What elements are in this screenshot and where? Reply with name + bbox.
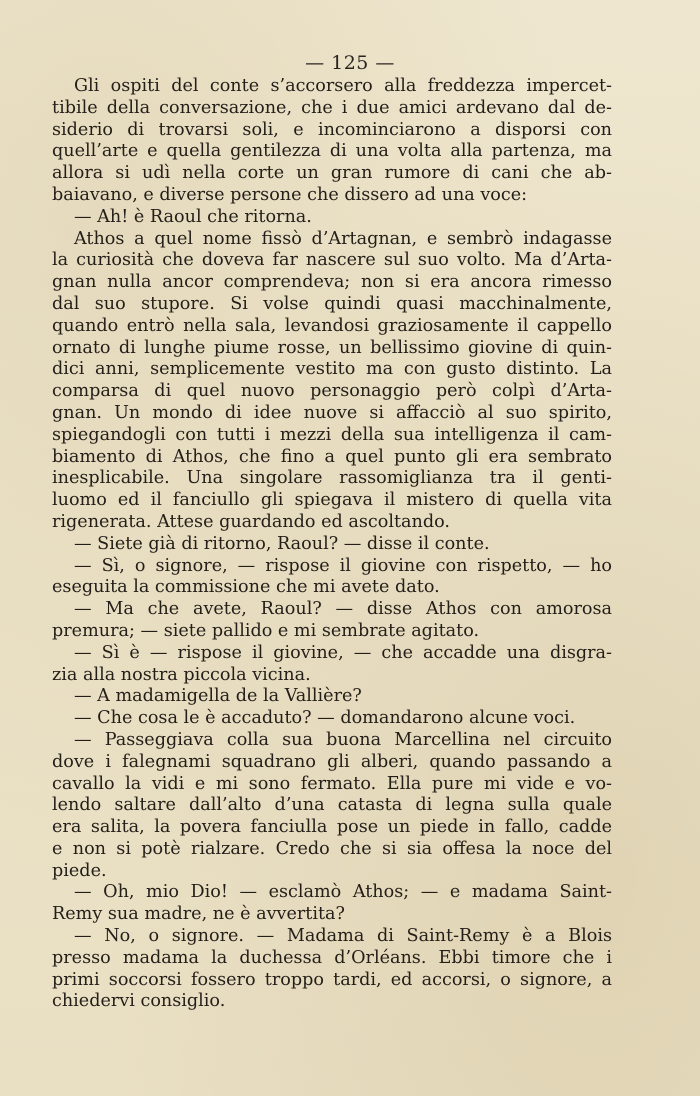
text-line: gnan nulla ancor comprendeva; non si era ancora rimesso [52, 272, 612, 293]
text-line: — Sì, o signore, — rispose il giovine con rispetto, — ho [74, 555, 612, 576]
text-line: e non si potè rialzare. Credo che si sia offesa la noce del [52, 838, 612, 859]
text-line: Remy sua madre, ne è avvertita? [52, 904, 345, 925]
text-line: Athos a quel nome fissò d’Artagnan, e sembrò indagasse [74, 228, 612, 249]
text-line: lendo saltare dall’alto d’una catasta di legna sulla quale [52, 795, 612, 816]
text-line: cavallo la vidi e mi sono fermato. Ella pure mi vide e vo- [52, 773, 612, 794]
text-line: quando entrò nella sala, levandosi graziosamente il cappello [52, 315, 612, 336]
text-line: dal suo stupore. Si volse quindi quasi macchinalmente, [52, 293, 612, 314]
text-line: biamento di Athos, che fino a quel punto gli era sembrato [52, 446, 612, 467]
text-line: — Oh, mio Dio! — esclamò Athos; — e madama Saint- [74, 882, 612, 903]
text-line: — No, o signore. — Madama di Saint-Remy è a Blois [74, 926, 612, 947]
text-line: dove i falegnami squadrano gli alberi, quando passando a [52, 751, 612, 772]
text-line: — Sì è — rispose il giovine, — che accadde una disgra- [74, 642, 612, 663]
text-line: — Che cosa le è accaduto? — domandarono alcune voci. [74, 708, 576, 729]
text-line: — Ma che avete, Raoul? — disse Athos con amorosa [74, 599, 612, 620]
body-text [52, 76, 612, 1013]
text-line: comparsa di quel nuovo personaggio però colpì d’Arta- [52, 381, 612, 402]
page-number: — 125 — [305, 52, 395, 74]
text-line: — Siete già di ritorno, Raoul? — disse il conte. [74, 533, 490, 554]
text-line: — A madamigella de la Vallière? [74, 686, 362, 707]
text-line: eseguita la commissione che mi avete dato. [52, 577, 440, 598]
text-line: spiegandogli con tutti i mezzi della sua intelligenza il cam- [52, 424, 612, 445]
text-line: presso madama la duchessa d’Orléans. Ebbi timore che i [52, 947, 612, 968]
text-line: la curiosità che doveva far nascere sul suo volto. Ma d’Arta- [52, 250, 612, 271]
text-line: ornato di lunghe piume rosse, un bellissimo giovine di quin- [52, 337, 612, 358]
text-line: luomo ed il fanciullo gli spiegava il mistero di quella vita [52, 490, 612, 511]
text-line: chiedervi consiglio. [52, 991, 226, 1012]
text-line: premura; — siete pallido e mi sembrate agitato. [52, 620, 480, 641]
text-line: allora si udì nella corte un gran rumore di cani che ab- [52, 163, 612, 184]
text-line: gnan. Un mondo di idee nuove si affacciò al suo spirito, [52, 402, 612, 423]
text-line: Gli ospiti del conte s’accorsero alla freddezza impercet- [74, 76, 612, 96]
text-line: dici anni, semplicemente vestito ma con gusto distinto. La [52, 359, 612, 380]
text-line: — Passeggiava colla sua buona Marcellina nel circuito [74, 729, 612, 750]
text-line: piede. [52, 860, 107, 881]
text-line: primi soccorsi fossero troppo tardi, ed accorsi, o signore, a [52, 969, 612, 990]
text-line: baiavano, e diverse persone che dissero ad una voce: [52, 184, 528, 205]
text-line: — Ah! è Raoul che ritorna. [74, 206, 312, 227]
text-line: inesplicabile. Una singolare rassomiglianza tra il genti- [52, 468, 612, 489]
text-line: tibile della conversazione, che i due amici ardevano dal de- [52, 97, 612, 118]
text-line: zia alla nostra piccola vicina. [52, 664, 311, 685]
text-line: siderio di trovarsi soli, e incominciarono a disporsi con [52, 119, 612, 140]
text-line: rigenerata. Attese guardando ed ascoltando. [52, 511, 450, 532]
text-line: era salita, la povera fanciulla pose un piede in fallo, cadde [52, 817, 612, 838]
text-line: quell’arte e quella gentilezza di una volta alla partenza, ma [52, 141, 612, 162]
